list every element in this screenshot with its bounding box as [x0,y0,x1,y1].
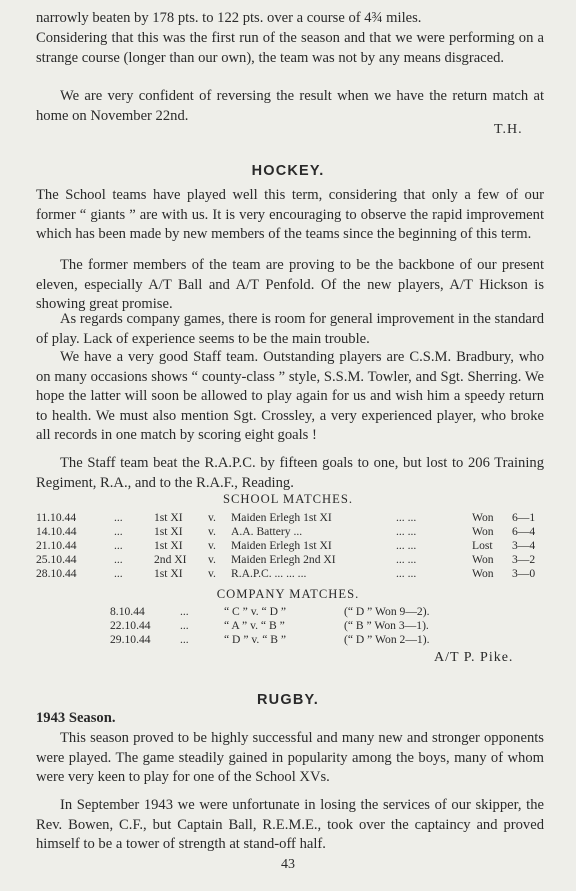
intro-line-2: Considering that this was the first run of the season and that we were performing on a strange course (longer than our own), the team was not by any means disgraced. [36,30,544,66]
table-row [110,605,490,619]
rugby-heading: RUGBY. [257,692,319,708]
intro-line-1: narrowly beaten by 178 pts. to 122 pts. over a course of 4¾ miles. [36,10,422,26]
row-dots: ... ... [396,539,417,552]
row-dots: ... [180,619,189,632]
match-result: (“ B ” Won 3—1). [344,619,429,632]
match-score: 6—4 [512,525,536,538]
table-row [36,553,546,567]
match-date: 29.10.44 [110,633,151,646]
match-result: Won [472,553,494,566]
versus: v. [208,511,216,524]
hockey-paragraph-3: As regards company games, there is room for general improvement in the standard of play. Lack of experience seems to be the main trouble. [36,311,544,347]
row-dots: ... [180,633,189,646]
versus: v. [208,553,216,566]
row-dots: ... [114,511,123,524]
rugby-subheading: 1943 Season. [36,710,116,726]
row-dots: ... ... [396,567,417,580]
row-dots: ... [180,605,189,618]
versus: v. [208,539,216,552]
school-matches-heading: SCHOOL MATCHES. [223,492,353,506]
hockey-signature: A/T P. Pike. [434,650,514,665]
match-result: Lost [472,539,493,552]
match-opponent: A.A. Battery ... [231,525,303,538]
hockey-heading: HOCKEY. [251,163,325,179]
match-result: Won [472,525,494,538]
table-row [36,511,546,525]
match-date: 11.10.44 [36,511,77,524]
match-date: 21.10.44 [36,539,77,552]
rugby-paragraph-2: In September 1943 we were unfortunate in losing the services of our skipper, the Rev. Bowen, C.F., but Captain Ball, R.E.M.E., took over the captaincy and proved himself to be a tower of strength at stand-off half. [36,797,544,853]
table-row [110,619,490,633]
match-date: 22.10.44 [110,619,151,632]
table-row [36,567,546,581]
match-teams: “ C ” v. “ D ” [224,605,287,618]
hockey-paragraph-5: The Staff team beat the R.A.P.C. by fifteen goals to one, but lost to 206 Training Regiment, R.A., and to the R.A.F., Reading. [36,455,544,491]
match-score: 6—1 [512,511,536,524]
match-team: 1st XI [154,567,183,580]
intro-paragraph-2: We are very confident of reversing the result when we have the return match at home on November 22nd. [36,88,544,124]
match-team: 1st XI [154,525,183,538]
table-row [110,633,490,647]
intro-signature: T.H. [494,122,523,137]
match-score: 3—0 [512,567,536,580]
match-team: 1st XI [154,511,183,524]
hockey-paragraph-1: The School teams have played well this term, considering that only a few of our former “ giants ” are with us. It is very encouraging to observe the rapid improvement which has been made by new members of the teams since the beginning of this term. [36,187,544,243]
match-score: 3—2 [512,553,536,566]
row-dots: ... [114,539,123,552]
row-dots: ... ... [396,553,417,566]
match-result: Won [472,511,494,524]
row-dots: ... [114,553,123,566]
match-team: 2nd XI [154,553,187,566]
row-dots: ... ... [396,511,417,524]
hockey-paragraph-2: The former members of the team are proving to be the backbone of our present eleven, especially A/T Ball and A/T Penfold. Of the new players, A/T Hickson is showing great promise. [36,257,544,313]
table-row [36,539,546,553]
match-opponent: Maiden Erlegh 1st XI [231,511,332,524]
match-opponent: R.A.P.C. ... ... ... [231,567,307,580]
match-team: 1st XI [154,539,183,552]
match-score: 3—4 [512,539,536,552]
match-teams: “ A ” v. “ B ” [224,619,285,632]
page-number: 43 [281,857,295,872]
versus: v. [208,525,216,538]
match-opponent: Maiden Erlegh 2nd XI [231,553,336,566]
table-row [36,525,546,539]
row-dots: ... [114,567,123,580]
match-date: 25.10.44 [36,553,77,566]
row-dots: ... [114,525,123,538]
row-dots: ... ... [396,525,417,538]
match-result: Won [472,567,494,580]
match-result: (“ D ” Won 2—1). [344,633,430,646]
match-result: (“ D ” Won 9—2). [344,605,430,618]
match-opponent: Maiden Erlegh 1st XI [231,539,332,552]
match-date: 14.10.44 [36,525,77,538]
versus: v. [208,567,216,580]
match-teams: “ D ” v. “ B ” [224,633,287,646]
hockey-paragraph-4: We have a very good Staff team. Outstanding players are C.S.M. Bradbury, who on many occasions shows “ county-class ” style, S.S.M. Towler, and Sgt. Sherring. We hope the latter will soon be allowed to play again for us and wish him a speedy return to health. We must also mention Sgt. Crossley, a very experienced player, who broke all records in one match by scoring eight goals ! [36,349,544,444]
match-date: 8.10.44 [110,605,145,618]
match-date: 28.10.44 [36,567,77,580]
company-matches-heading: COMPANY MATCHES. [216,587,360,601]
rugby-paragraph-1: This season proved to be highly successful and many new and stronger opponents were played. The game steadily gained in popularity among the boys, many of whom were very keen to play for one of the School XVs. [36,730,544,786]
